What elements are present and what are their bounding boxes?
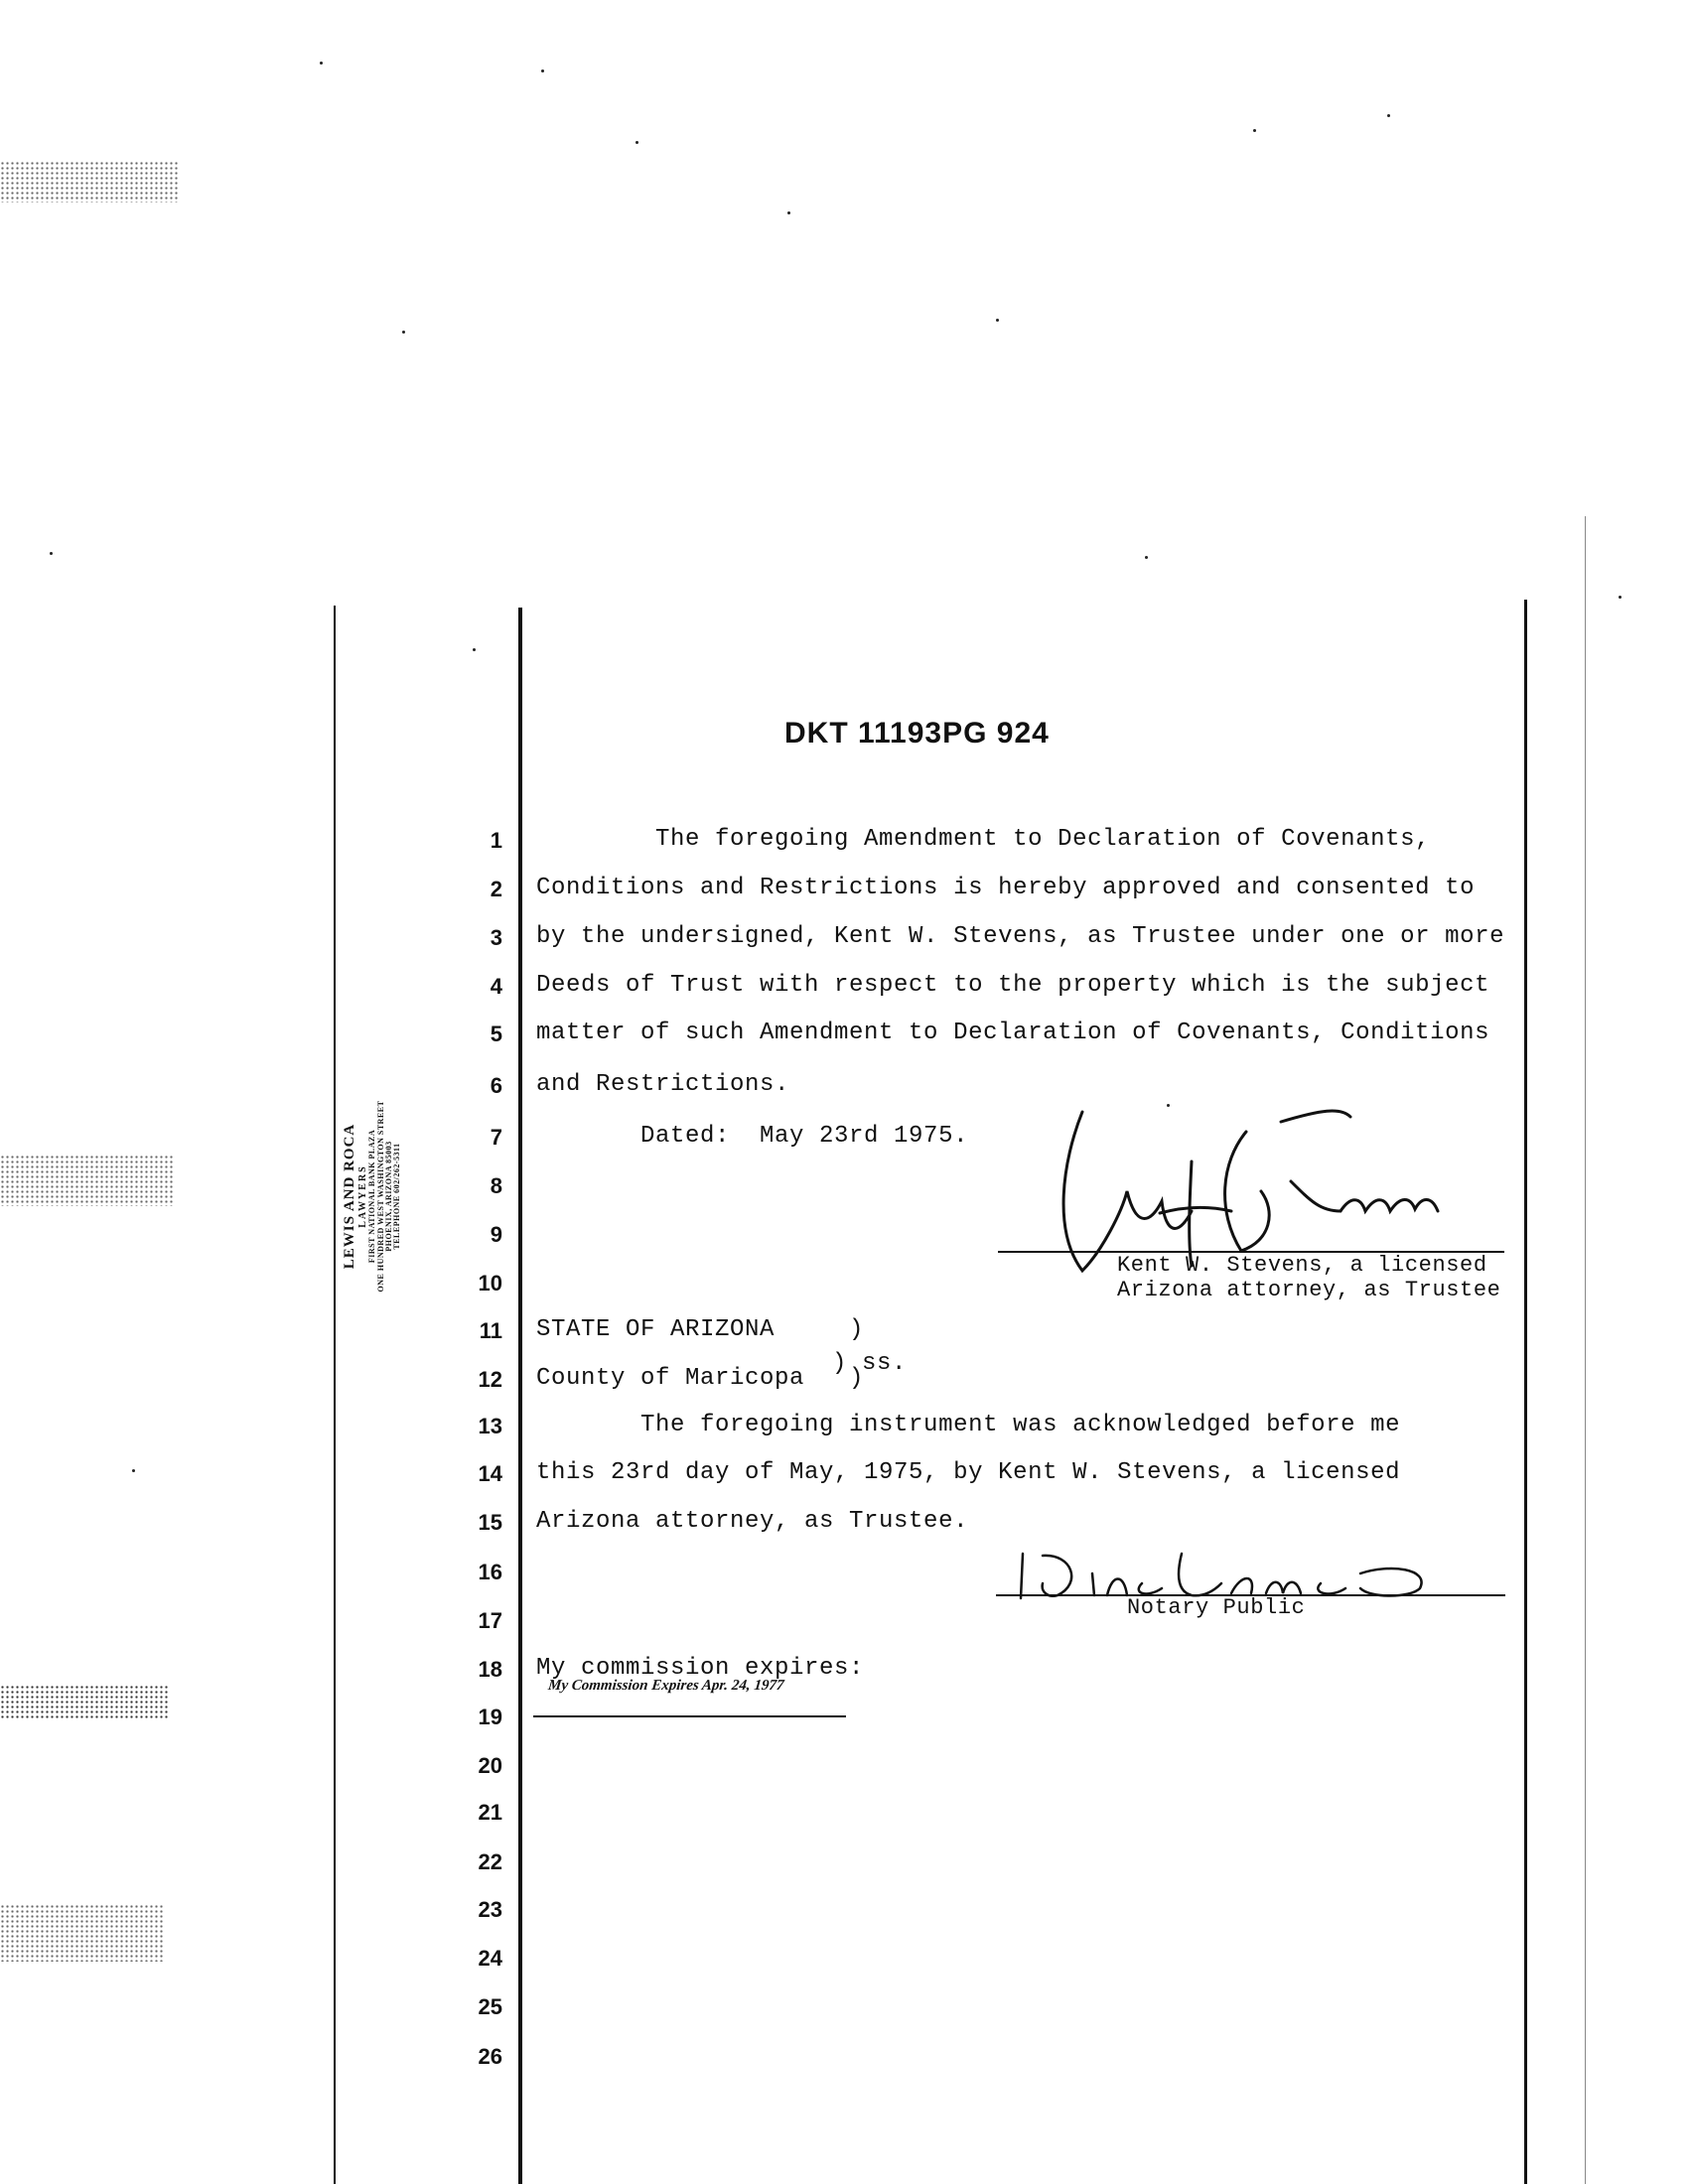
scan-artifact [0,161,179,203]
recording-number: DKT 11193PG 924 [784,717,1050,750]
line-number: 24 [478,1946,502,1971]
line-number: 17 [478,1608,502,1633]
line-number: 4 [490,974,502,999]
line-number: 21 [478,1800,502,1825]
document-line: My commission expires: [536,1655,865,1682]
line-number: 26 [478,2044,502,2069]
line-number: 9 [490,1222,502,1247]
commission-stamp: My Commission Expires Apr. 24, 1977 [547,1678,785,1694]
line-number: 20 [478,1753,502,1778]
scan-artifact [0,1685,169,1720]
document-line: Deeds of Trust with respect to the property which is the subject [536,972,1490,999]
document-line: Dated: May 23rd 1975. [536,1123,969,1150]
line-number: 16 [478,1560,502,1584]
ss-label: ) ss. [832,1350,908,1377]
line-number: 10 [478,1271,502,1296]
line-number: 14 [478,1461,502,1486]
line-number: 22 [478,1849,502,1874]
line-number: 3 [490,925,502,950]
trustee-caption-line2: Arizona attorney, as Trustee [1117,1278,1501,1302]
line-number: 18 [478,1657,502,1682]
document-line: County of Maricopa ) [536,1365,865,1392]
document-line: The foregoing Amendment to Declaration of Covenants, [536,826,1431,853]
scan-artifact [0,1155,174,1206]
document-line: The foregoing instrument was acknowledged before me [536,1412,1401,1438]
document-line: Conditions and Restrictions is hereby approved and consented to [536,875,1476,901]
line-number: 1 [490,828,502,853]
trustee-caption-line1: Kent W. Stevens, a licensed [1117,1253,1487,1278]
firm-address-3: PHOENIX, ARIZONA 85003 [384,1141,394,1252]
line-number: 13 [478,1414,502,1438]
line-number: 5 [490,1022,502,1046]
document-line: by the undersigned, Kent W. Stevens, as Trustee under one or more [536,923,1505,950]
notary-caption: Notary Public [1127,1595,1306,1620]
line-number: 2 [490,877,502,901]
firm-address-2: ONE HUNDRED WEST WASHINGTON STREET [375,1100,385,1293]
line-number: 12 [478,1367,502,1392]
document-line: Arizona attorney, as Trustee. [536,1508,969,1535]
outer-right-rule [1585,516,1586,2184]
line-number: 19 [478,1705,502,1729]
notary-signature [1013,1544,1450,1603]
firm-address-1: FIRST NATIONAL BANK PLAZA [367,1129,377,1264]
document-line: this 23rd day of May, 1975, by Kent W. Stevens, a licensed [536,1459,1401,1486]
document-line: and Restrictions. [536,1071,790,1098]
line-number: 7 [490,1125,502,1150]
line-number: 11 [479,1318,502,1343]
line-number: 25 [478,1994,502,2019]
firm-phone: TELEPHONE 602/262-5311 [392,1143,402,1250]
firm-name: LEWIS AND ROCA [342,1123,357,1270]
right-margin-rule [1524,600,1527,2184]
firm-sub: LAWYERS [356,1164,368,1228]
line-number: 23 [478,1897,502,1922]
scan-artifact [0,1904,164,1962]
line-number-rule [518,608,522,2184]
line-number: 15 [478,1510,502,1535]
line-number: 8 [490,1173,502,1198]
left-margin-rule [334,606,336,2184]
line-number: 6 [490,1073,502,1098]
trustee-signature [1043,1102,1460,1281]
document-line: matter of such Amendment to Declaration of Covenants, Conditions [536,1020,1490,1046]
document-line: STATE OF ARIZONA ) [536,1316,865,1343]
commission-underline [533,1715,846,1717]
